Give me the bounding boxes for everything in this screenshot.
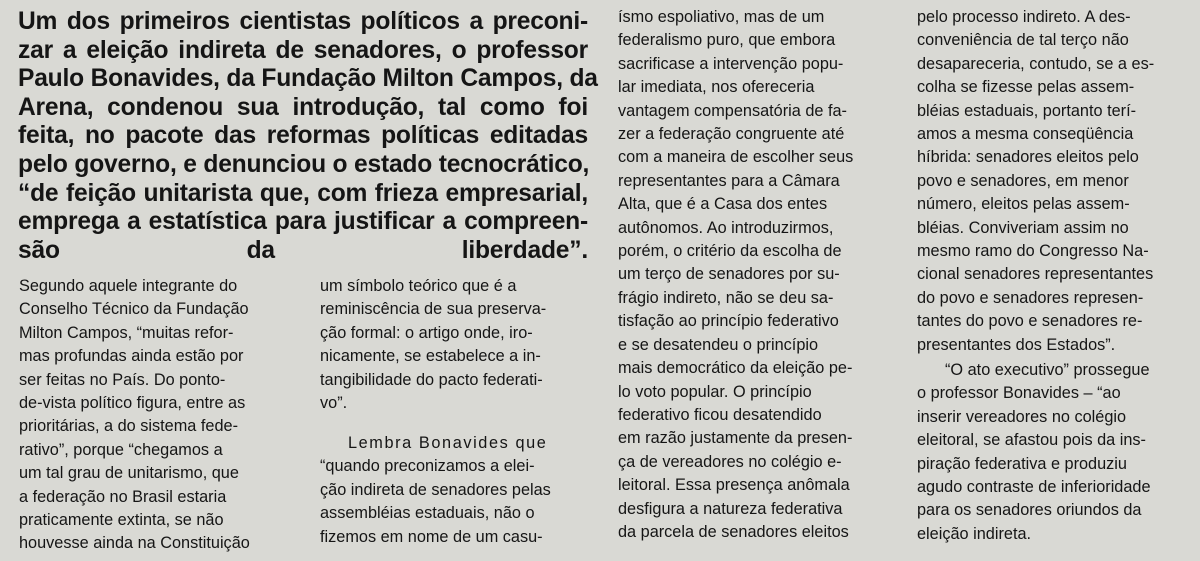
text-line: Segundo aquele integrante do: [19, 277, 238, 295]
text-line: desfigura a natureza federativa: [618, 499, 843, 518]
text-line: prioritárias, a do sistema fede-: [19, 417, 238, 436]
text-line: tantes do povo e senadores re-: [917, 312, 1143, 331]
text-line: assembléias estaduais, não o: [320, 504, 535, 523]
text-line: tisfação ao princípio federativo: [618, 312, 839, 331]
lead-paragraph: [18, 8, 598, 265]
lead-line: Paulo Bonavides, da Fundação Milton Campos, da: [18, 65, 598, 93]
text-line: Alta, que é a Casa dos entes: [618, 195, 828, 214]
column-1: [19, 275, 287, 556]
lead-line: emprega a estatística para justificar a compreen-: [18, 208, 588, 236]
text-line: frágio indireto, não se deu sa-: [618, 288, 834, 307]
lead-line: Um dos primeiros cientistas políticos a preconi-: [18, 8, 588, 35]
text-line: mais democrático da eleição pe-: [618, 359, 853, 378]
text-line: ça de vereadores no colégio e-: [618, 452, 842, 471]
text-line: para os senadores oriundos da: [917, 501, 1142, 520]
text-line: lar imediata, nos ofereceria: [618, 78, 815, 97]
lead-line: pelo governo, e denunciou o estado tecnocrático,: [18, 150, 590, 178]
lead-line: Arena, condenou sua introdução, tal como foi: [18, 93, 588, 121]
text-line: Conselho Técnico da Fundação: [19, 300, 249, 319]
text-line: federalismo puro, que embora: [618, 31, 836, 50]
text-line: tangibilidade do pacto federati-: [320, 370, 543, 389]
column-2-paragraph-1: [320, 275, 582, 415]
text-line: zer a federação congruente até: [618, 125, 845, 144]
text-line: porém, o critério da escolha de: [618, 242, 842, 261]
text-line: conveniência de tal terço não: [917, 31, 1129, 50]
text-line: representantes para a Câmara: [618, 171, 840, 190]
text-line: um símbolo teórico que é a: [320, 277, 517, 295]
text-line: povo e senadores, em menor: [917, 171, 1129, 190]
text-line: vo”.: [320, 394, 348, 413]
text-line: número, eleitos pelas assem-: [917, 195, 1130, 214]
text-line: autônomos. Ao introduzirmos,: [618, 218, 834, 237]
column-4-paragraph-1: [917, 6, 1185, 357]
text-line: vantagem compensatória de fa-: [618, 101, 847, 120]
text-line: eleitoral, se afastou pois da ins-: [917, 431, 1146, 450]
text-line: agudo contraste de inferioridade: [917, 478, 1151, 497]
column-3: [618, 6, 883, 544]
text-line: “quando preconizamos a elei-: [320, 457, 535, 476]
text-line: da parcela de senadores eleitos: [618, 522, 849, 541]
text-line: ser feitas no País. Do ponto-: [19, 370, 226, 389]
column-2-paragraph-2: [320, 432, 582, 549]
text-line: Milton Campos, “muitas refor-: [19, 323, 234, 342]
text-line: ção formal: o artigo onde, iro-: [320, 323, 533, 342]
text-line: praticamente extinta, se não: [19, 511, 224, 530]
text-line: Lembra Bonavides que: [348, 434, 548, 452]
text-line: “O ato executivo” prossegue: [945, 361, 1150, 379]
text-line: bléias. Conviveriam assim no: [917, 218, 1129, 237]
text-line: fizemos em nome de um casu-: [320, 527, 543, 546]
text-line: a federação no Brasil estaria: [19, 487, 227, 506]
text-line: pelo processo indireto. A des-: [917, 8, 1131, 26]
lead-line: zar a eleição indireta de senadores, o professor: [18, 36, 588, 64]
text-line: mas profundas ainda estão por: [19, 347, 244, 366]
text-line: nicamente, se estabelece a in-: [320, 347, 541, 366]
text-line: sacrificase a intervenção popu-: [618, 54, 844, 73]
text-line: rativo”, porque “chegamos a: [19, 440, 223, 459]
text-line: colha se fizesse pelas assem-: [917, 78, 1135, 97]
text-line: do povo e senadores represen-: [917, 288, 1144, 307]
text-line: houvesse ainda na Constituição: [19, 534, 250, 553]
text-line: em razão justamente da presen-: [618, 429, 853, 448]
text-line: de-vista político figura, entre as: [19, 394, 246, 413]
text-line: híbrida: senadores eleitos pelo: [917, 148, 1139, 167]
text-line: inserir vereadores no colégio: [917, 407, 1127, 426]
text-line: lo voto popular. O princípio: [618, 382, 812, 401]
text-line: com a maneira de escolher seus: [618, 148, 854, 167]
text-line: eleição indireta.: [917, 524, 1032, 543]
lead-line: “de feição unitarista que, com frieza empresarial,: [18, 179, 588, 207]
text-line: leitoral. Essa presença anômala: [618, 476, 850, 495]
text-line: reminiscência de sua preserva-: [320, 300, 547, 319]
lead-line: são da liberdade”.: [18, 236, 588, 264]
text-line: o professor Bonavides – “ao: [917, 384, 1121, 403]
column-4-paragraph-2: [917, 359, 1185, 546]
text-line: federativo ficou desatendido: [618, 405, 822, 424]
text-line: desapareceria, contudo, se a es-: [917, 54, 1155, 73]
text-line: cional senadores representantes: [917, 265, 1154, 284]
text-line: piração federativa e produziu: [917, 454, 1127, 473]
text-line: bléias estaduais, portanto terí-: [917, 101, 1137, 120]
text-line: um terço de senadores por su-: [618, 265, 840, 284]
text-line: mesmo ramo do Congresso Na-: [917, 242, 1149, 261]
text-line: ção indireta de senadores pelas: [320, 480, 551, 499]
text-line: e se desatendeu o princípio: [618, 335, 819, 354]
text-line: amos a mesma conseqüência: [917, 125, 1134, 144]
lead-line: feita, no pacote das reformas políticas editadas: [18, 122, 588, 150]
text-line: ísmo espoliativo, mas de um: [618, 8, 825, 26]
text-line: presentantes dos Estados”.: [917, 335, 1116, 354]
text-line: um tal grau de unitarismo, que: [19, 464, 239, 483]
